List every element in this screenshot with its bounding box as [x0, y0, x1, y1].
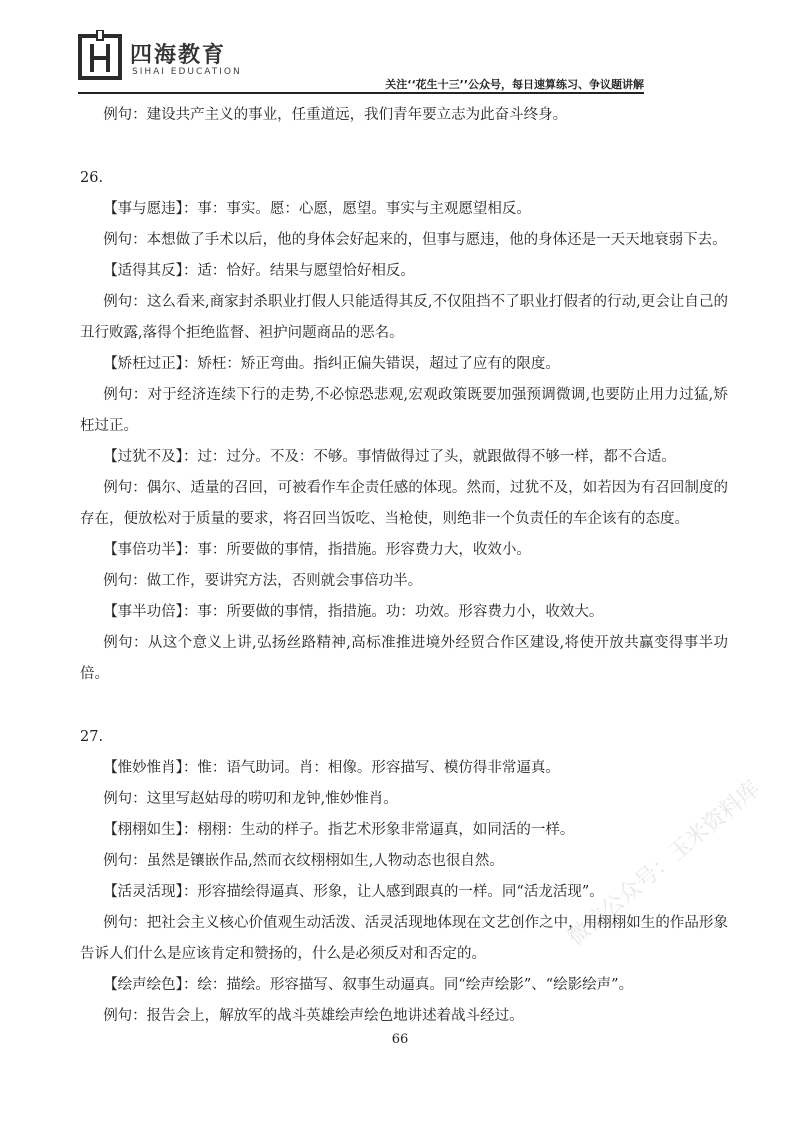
entry-example: 例句：报告会上，解放军的战斗英雄绘声绘色地讲述着战斗经过。	[103, 1008, 524, 1024]
entry-term: 【矫枉过正】	[103, 356, 183, 372]
header-divider	[78, 92, 644, 94]
entry-definition	[80, 815, 728, 846]
section-number: 26.	[80, 170, 104, 186]
entry-term: 【过犹不及】	[103, 449, 183, 465]
entry-definition	[80, 535, 728, 566]
logo-mark-icon	[78, 30, 122, 80]
entry-term: 【事倍功半】	[103, 542, 183, 558]
entry-example: 例句：把社会主义核心价值观生动活泼、活灵活现地体现在文艺创作之中，用栩栩如生的作品形象告诉人们什么是应该肯定和赞扬的，什么是必须反对和否定的。	[80, 915, 728, 962]
header-note: 关注‘‘花生十三’’公众号，每日速算练习、争议题讲解	[385, 78, 644, 91]
entry-example: 例句：这么看来,商家封杀职业打假人只能适得其反,不仅阻挡不了职业打假者的行动,更会让自己的丑行败露,落得个拒绝监督、袒护问题商品的恶名。	[80, 294, 728, 341]
entry-example: 例句：本想做了手术以后，他的身体会好起来的，但事与愿违，他的身体还是一天天地衰弱下去。	[103, 232, 727, 248]
page-header	[0, 0, 800, 100]
entry-def: ：矫枉：矫正弯曲。指纠正偏失错误，超过了应有的限度。	[182, 356, 560, 372]
entry-term: 【事半功倍】	[103, 604, 183, 620]
entry-term: 【事与愿违】	[103, 201, 183, 217]
entry-def: ：栩栩：生动的样子。指艺术形象非常逼真，如同活的一样。	[182, 822, 575, 838]
entry-term: 【活灵活现】	[103, 884, 183, 900]
entry-definition	[80, 194, 728, 225]
entry-def: ：绘：描绘。形容描写、叙事生动逼真。同“绘声绘影”、“绘影绘声”。	[182, 977, 634, 993]
entry-definition	[80, 442, 728, 473]
entry-example: 例句：偶尔、适量的召回，可被看作车企责任感的体现。然而，过犹不及，如若因为有召回制度的存在，便放松对于质量的要求，将召回当饭吃、当枪使，则绝非一个负责任的车企该有的态度。	[80, 480, 728, 527]
entry-definition	[80, 349, 728, 380]
logo-english: SIHAI EDUCATION	[132, 67, 242, 77]
entry-def: ：事：所要做的事情，指措施。形容费力大，收效小。	[182, 542, 531, 558]
entry-def: ：形容描绘得逼真、形象，让人感到跟真的一样。同“活龙活现”。	[182, 884, 604, 900]
entry-def: ：事：所要做的事情，指措施。功：功效。形容费力小，收效大。	[182, 604, 604, 620]
section-number: 27.	[80, 729, 104, 745]
entry-definition	[80, 256, 728, 287]
logo	[78, 30, 378, 90]
entry-definition	[80, 753, 728, 784]
entry-example: 例句：从这个意义上讲,弘扬丝路精神,高标准推进境外经贸合作区建设,将使开放共赢变得事半功倍。	[80, 635, 728, 682]
intro-example: 例句：建设共产主义的事业，任重道远，我们青年要立志为此奋斗终身。	[103, 107, 568, 123]
entry-term: 【绘声绘色】	[103, 977, 183, 993]
entry-def: ：事：事实。愿：心愿，愿望。事实与主观愿望相反。	[182, 201, 531, 217]
entry-definition	[80, 597, 728, 628]
entry-definition	[80, 970, 728, 1001]
entry-example: 例句：虽然是镶嵌作品,然而衣纹栩栩如生,人物动态也很自然。	[103, 853, 504, 869]
entry-term: 【惟妙惟肖】	[103, 760, 183, 776]
watermark: 微信公众号：玉米资料库	[563, 776, 765, 951]
entry-def: ：过：过分。不及：不够。事情做得过了头，就跟做得不够一样，都不合适。	[182, 449, 676, 465]
entry-example: 例句：这里写赵姑母的唠叨和龙钟,惟妙惟肖。	[103, 791, 398, 807]
logo-chinese: 四海教育	[130, 43, 227, 68]
entry-example: 例句：对于经济连续下行的走势,不必惊恐悲观,宏观政策既要加强预调微调,也要防止用力过猛,矫枉过正。	[80, 387, 728, 434]
entry-def: ：惟：语气助词。肖：相像。形容描写、模仿得非常逼真。	[182, 760, 560, 776]
page-number: 66	[391, 1032, 409, 1047]
entry-def: ：适：恰好。结果与愿望恰好相反。	[182, 263, 415, 279]
entry-term: 【适得其反】	[103, 263, 183, 279]
entry-example: 例句：做工作，要讲究方法，否则就会事倍功半。	[103, 573, 423, 589]
entry-term: 【栩栩如生】	[103, 822, 183, 838]
